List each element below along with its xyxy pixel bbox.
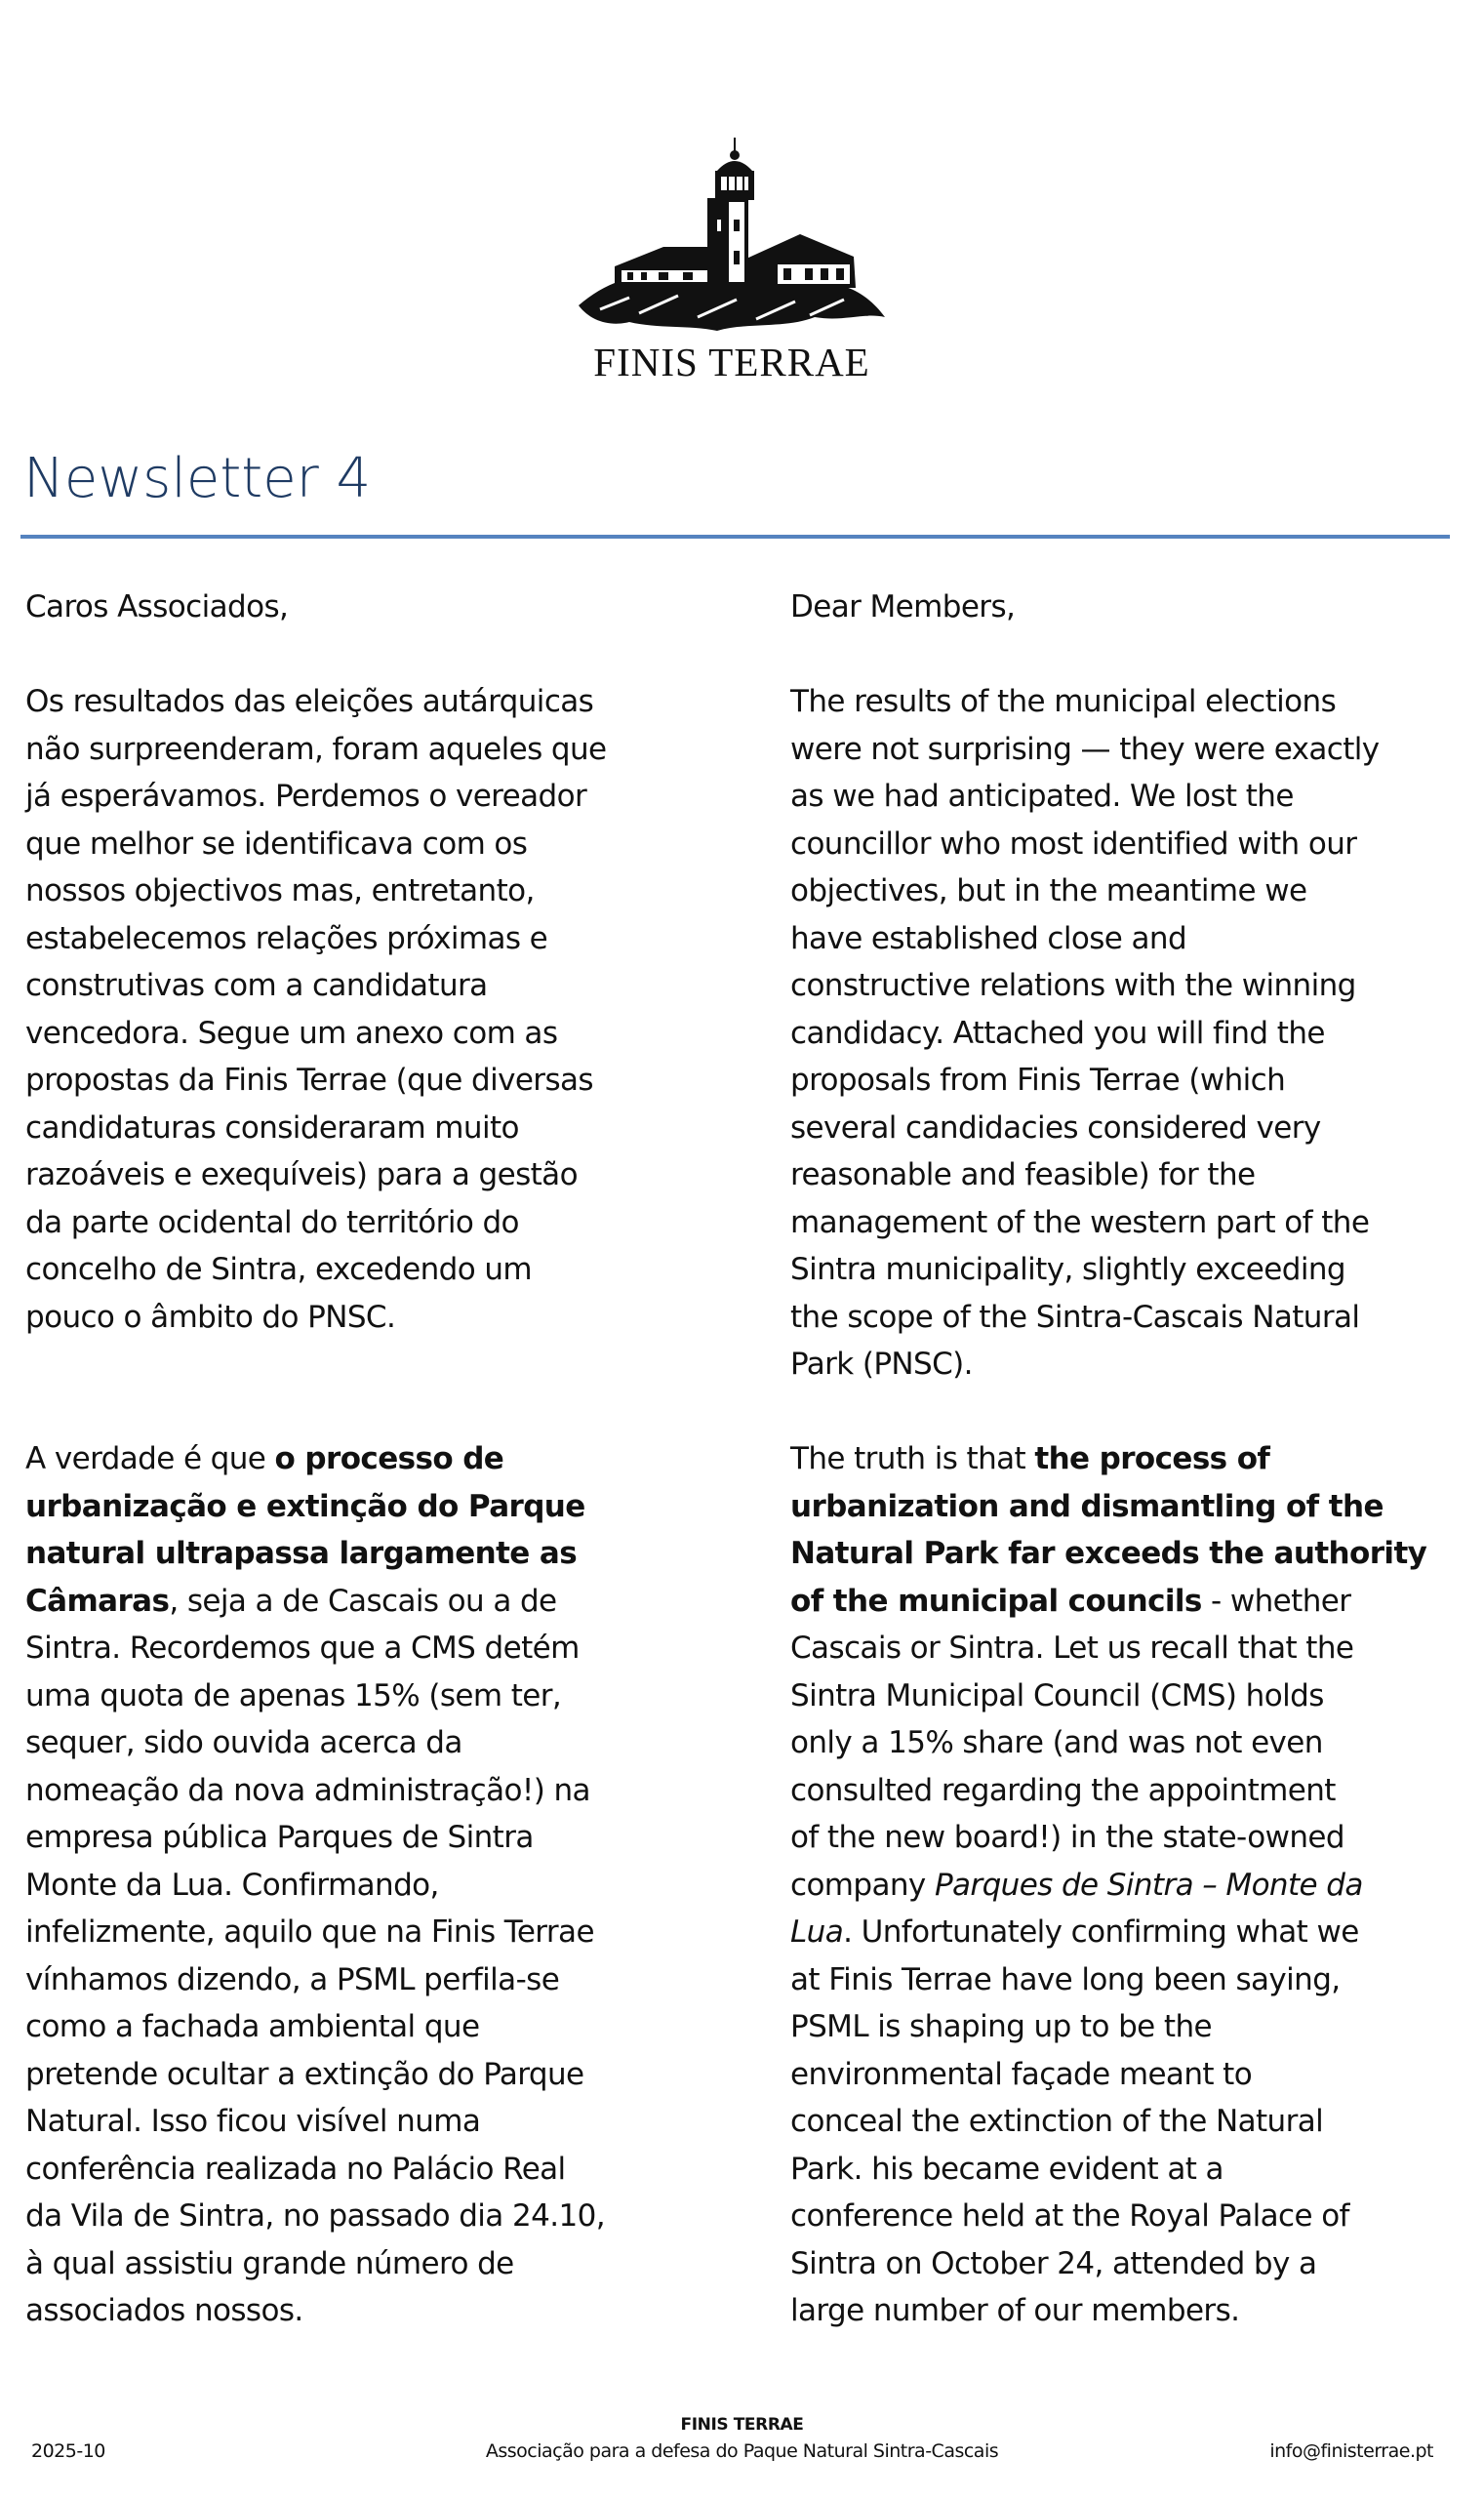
text-line bbox=[25, 962, 718, 1010]
text-run: candidacy. Attached you will find the bbox=[790, 1015, 1325, 1051]
text-run: vínhamos dizendo, a PSML perfila-se bbox=[25, 1961, 560, 1997]
text-line bbox=[790, 678, 1483, 726]
text-line bbox=[25, 1956, 718, 2004]
text-line bbox=[25, 1010, 718, 1058]
paragraph-gap bbox=[790, 631, 1483, 679]
text-run: que melhor se identificava com os bbox=[25, 826, 528, 862]
text-run: have established close and bbox=[790, 920, 1187, 956]
footer-org-subtitle: Associação para a defesa do Paque Natural Sintra-Cascais bbox=[485, 2440, 999, 2462]
text-run: empresa pública Parques de Sintra bbox=[25, 1820, 534, 1855]
logo-text: FINIS TERRAE bbox=[593, 340, 870, 384]
text-run: pretende ocultar a extinção do Parque bbox=[25, 2056, 584, 2092]
text-run: nomeação da nova administração!) na bbox=[25, 1772, 590, 1808]
text-line bbox=[790, 1862, 1483, 1910]
text-run: PSML is shaping up to be the bbox=[790, 2009, 1212, 2044]
bold-text: natural ultrapassa largamente as bbox=[25, 1536, 578, 1571]
text-line bbox=[790, 821, 1483, 868]
text-line bbox=[790, 962, 1483, 1010]
text-run: construtivas com a candidatura bbox=[25, 968, 488, 1003]
text-line bbox=[25, 1767, 718, 1815]
bold-text: o processo de bbox=[274, 1441, 504, 1476]
text-run: Sintra on October 24, attended by a bbox=[790, 2245, 1317, 2281]
text-line bbox=[25, 1578, 718, 1626]
text-run: Monte da Lua. Confirmando, bbox=[25, 1867, 439, 1903]
text-run: propostas da Finis Terrae (que diversas bbox=[25, 1063, 593, 1098]
text-run: of the new board!) in the state-owned bbox=[790, 1820, 1344, 1855]
text-line bbox=[25, 1530, 718, 1578]
text-run: management of the western part of the bbox=[790, 1204, 1370, 1240]
text-line bbox=[790, 1956, 1483, 2004]
text-line bbox=[25, 773, 718, 821]
paragraph-gap bbox=[790, 1389, 1483, 1436]
bold-text: of the municipal councils bbox=[790, 1583, 1202, 1619]
text-line bbox=[25, 821, 718, 868]
text-run: conceal the extinction of the Natural bbox=[790, 2104, 1324, 2139]
text-line bbox=[25, 678, 718, 726]
text-line bbox=[790, 2051, 1483, 2099]
text-run: vencedora. Segue um anexo com as bbox=[25, 1015, 558, 1051]
bold-text: urbanization and dismantling of the bbox=[790, 1488, 1384, 1524]
text-line bbox=[790, 2098, 1483, 2146]
text-line bbox=[25, 2287, 718, 2335]
text-run: councillor who most identified with our bbox=[790, 826, 1357, 862]
column-portuguese bbox=[25, 584, 718, 2335]
text-line bbox=[25, 2193, 718, 2240]
text-run: não surpreenderam, foram aqueles que bbox=[25, 731, 607, 767]
text-line bbox=[790, 1909, 1483, 1956]
bold-text: urbanização e extinção do Parque bbox=[25, 1488, 585, 1524]
text-line bbox=[790, 1105, 1483, 1152]
text-line bbox=[25, 1909, 718, 1956]
text-run: da Vila de Sintra, no passado dia 24.10, bbox=[25, 2198, 605, 2234]
text-run: several candidacies considered very bbox=[790, 1109, 1321, 1146]
text-run: uma quota de apenas 15% (sem ter, bbox=[25, 1677, 562, 1713]
text-run: Dear Members, bbox=[790, 589, 1016, 624]
text-run: nossos objectivos mas, entretanto, bbox=[25, 873, 535, 908]
text-line bbox=[25, 1246, 718, 1294]
text-line bbox=[790, 1530, 1483, 1578]
text-run: environmental façade meant to bbox=[790, 2056, 1253, 2092]
text-run: consulted regarding the appointment bbox=[790, 1772, 1336, 1808]
text-line bbox=[790, 1246, 1483, 1294]
text-run: at Finis Terrae have long been saying, bbox=[790, 1961, 1341, 1997]
text-line bbox=[790, 1719, 1483, 1767]
text-run: only a 15% share (and was not even bbox=[790, 1725, 1323, 1760]
text-line bbox=[25, 1199, 718, 1247]
text-line bbox=[25, 1672, 718, 1720]
text-run: estabelecemos relações próximas e bbox=[25, 920, 548, 956]
text-line bbox=[790, 2240, 1483, 2288]
text-run: The results of the municipal elections bbox=[790, 684, 1337, 719]
text-line bbox=[790, 1294, 1483, 1342]
text-line bbox=[790, 867, 1483, 915]
text-run: associados nossos. bbox=[25, 2293, 303, 2328]
text-line bbox=[25, 2240, 718, 2288]
paragraph-gap bbox=[25, 1341, 718, 1389]
text-line bbox=[790, 1010, 1483, 1058]
text-line bbox=[25, 1057, 718, 1105]
text-line bbox=[790, 1625, 1483, 1672]
italic-text: Parques de Sintra – Monte da bbox=[934, 1867, 1363, 1903]
text-line bbox=[790, 1814, 1483, 1862]
text-run: já esperávamos. Perdemos o vereador bbox=[25, 779, 587, 814]
text-run: . Unfortunately confirming what we bbox=[843, 1914, 1359, 1950]
text-line bbox=[25, 867, 718, 915]
text-line bbox=[790, 1341, 1483, 1389]
text-run: pouco o âmbito do PNSC. bbox=[25, 1299, 396, 1335]
page-title: Newsletter 4 bbox=[23, 447, 372, 510]
text-line bbox=[790, 1057, 1483, 1105]
text-line bbox=[790, 1199, 1483, 1247]
text-line bbox=[25, 1105, 718, 1152]
text-run: conferência realizada no Palácio Real bbox=[25, 2151, 566, 2187]
text-line bbox=[25, 1814, 718, 1862]
text-line bbox=[25, 1151, 718, 1199]
text-run: , seja a de Cascais ou a de bbox=[169, 1583, 557, 1619]
text-line bbox=[790, 1578, 1483, 1626]
footer-date: 2025-10 bbox=[31, 2440, 105, 2462]
bold-text: Câmaras bbox=[25, 1583, 170, 1619]
column-english bbox=[790, 584, 1483, 2335]
text-line bbox=[790, 773, 1483, 821]
text-run: as we had anticipated. We lost the bbox=[790, 779, 1294, 814]
page-footer bbox=[0, 2413, 1484, 2472]
text-line bbox=[790, 1483, 1483, 1531]
text-line bbox=[25, 2146, 718, 2194]
text-run: objectives, but in the meantime we bbox=[790, 873, 1307, 908]
text-run: candidaturas consideraram muito bbox=[25, 1109, 519, 1146]
text-line bbox=[25, 1862, 718, 1910]
text-line bbox=[790, 915, 1483, 963]
lighthouse-icon bbox=[571, 122, 893, 342]
text-run: Park. his became evident at a bbox=[790, 2151, 1223, 2187]
text-run: Sintra. Recordemos que a CMS detém bbox=[25, 1631, 580, 1666]
text-line bbox=[790, 726, 1483, 774]
text-run: the scope of the Sintra-Cascais Natural bbox=[790, 1299, 1360, 1335]
footer-email-link[interactable]: info@finisterrae.pt bbox=[1269, 2440, 1433, 2462]
text-run: Caros Associados, bbox=[25, 589, 289, 624]
text-run: A verdade é que bbox=[25, 1441, 275, 1476]
text-line bbox=[25, 2051, 718, 2099]
text-line bbox=[25, 915, 718, 963]
bold-text: the process of bbox=[1034, 1441, 1270, 1476]
text-line bbox=[790, 1435, 1483, 1483]
bold-text: Natural Park far exceeds the authority bbox=[790, 1536, 1427, 1571]
text-run: Natural. Isso ficou visível numa bbox=[25, 2104, 481, 2139]
text-run: como a fachada ambiental que bbox=[25, 2009, 480, 2044]
logo bbox=[571, 122, 893, 385]
text-line bbox=[25, 1483, 718, 1531]
text-run: Cascais or Sintra. Let us recall that the bbox=[790, 1631, 1354, 1666]
footer-organization bbox=[0, 2413, 1484, 2465]
text-line bbox=[25, 584, 718, 631]
title-divider bbox=[20, 535, 1450, 539]
text-run: Sintra Municipal Council (CMS) holds bbox=[790, 1677, 1324, 1713]
text-line bbox=[25, 2098, 718, 2146]
text-run: reasonable and feasible) for the bbox=[790, 1157, 1256, 1192]
text-run: conference held at the Royal Palace of bbox=[790, 2198, 1349, 2234]
text-line bbox=[25, 1435, 718, 1483]
text-run: proposals from Finis Terrae (which bbox=[790, 1063, 1286, 1098]
text-line bbox=[790, 1672, 1483, 1720]
footer-org-name: FINIS TERRAE bbox=[680, 2415, 804, 2435]
text-line bbox=[790, 584, 1483, 631]
text-run: company bbox=[790, 1867, 935, 1903]
text-run: Park (PNSC). bbox=[790, 1347, 973, 1382]
text-line bbox=[25, 1625, 718, 1672]
paragraph-gap bbox=[25, 631, 718, 679]
text-line bbox=[25, 726, 718, 774]
text-run: concelho de Sintra, excedendo um bbox=[25, 1252, 532, 1287]
text-run: sequer, sido ouvida acerca da bbox=[25, 1725, 462, 1760]
text-line bbox=[790, 2003, 1483, 2051]
text-run: constructive relations with the winning bbox=[790, 968, 1356, 1003]
text-line bbox=[790, 2193, 1483, 2240]
text-line bbox=[790, 2146, 1483, 2194]
text-run: Os resultados das eleições autárquicas bbox=[25, 684, 594, 719]
text-run: The truth is that bbox=[790, 1441, 1035, 1476]
text-line bbox=[25, 1294, 718, 1342]
text-run: were not surprising — they were exactly bbox=[790, 731, 1380, 767]
text-run: à qual assistiu grande número de bbox=[25, 2245, 514, 2281]
text-line bbox=[790, 2287, 1483, 2335]
text-line bbox=[25, 1719, 718, 1767]
text-run: large number of our members. bbox=[790, 2293, 1240, 2328]
text-line bbox=[25, 2003, 718, 2051]
italic-text: Lua bbox=[790, 1914, 844, 1950]
text-line bbox=[790, 1151, 1483, 1199]
text-run: razoáveis e exequíveis) para a gestão bbox=[25, 1157, 578, 1192]
text-run: - whether bbox=[1201, 1583, 1351, 1619]
text-run: da parte ocidental do território do bbox=[25, 1204, 519, 1240]
paragraph-gap bbox=[25, 1389, 718, 1436]
text-run: Sintra municipality, slightly exceeding bbox=[790, 1252, 1345, 1287]
text-run: infelizmente, aquilo que na Finis Terrae bbox=[25, 1914, 594, 1950]
text-line bbox=[790, 1767, 1483, 1815]
